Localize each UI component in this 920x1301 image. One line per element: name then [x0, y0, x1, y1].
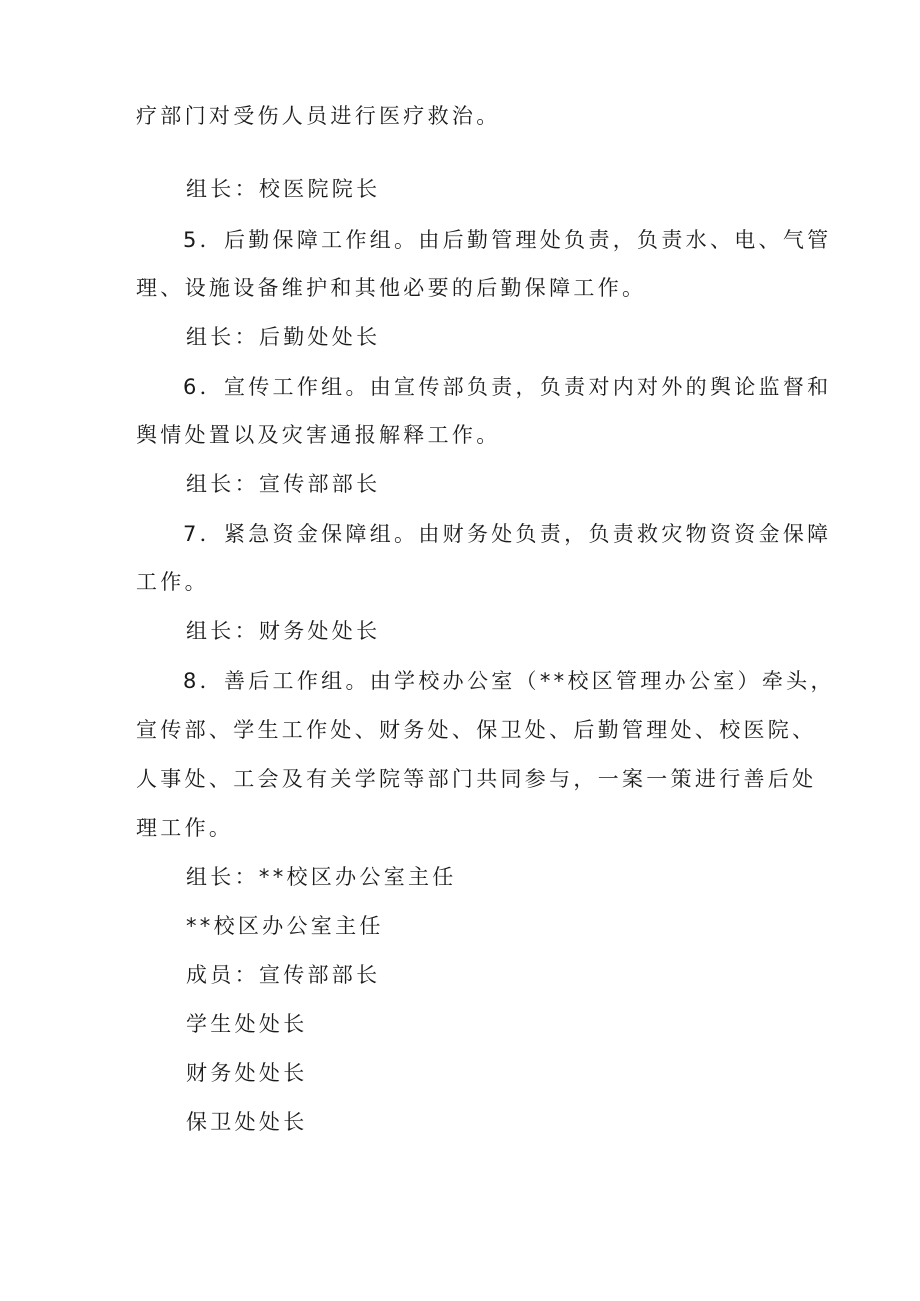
- paragraph-line: 理、设施设备维护和其他必要的后勤保障工作。: [136, 276, 647, 300]
- group-leader-line: 组长：后勤处处长: [186, 325, 381, 349]
- group-leader-line: 组长：**校区办公室主任: [186, 865, 457, 889]
- paragraph-line: 疗部门对受伤人员进行医疗救治。: [136, 104, 501, 128]
- paragraph-line: 宣传部、学生工作处、财务处、保卫处、后勤管理处、校医院、: [136, 718, 817, 742]
- paragraph-line: 理工作。: [136, 816, 234, 840]
- member-line: 学生处处长: [186, 1012, 308, 1036]
- member-line: **校区办公室主任: [186, 914, 384, 938]
- group-leader-line: 组长：校医院院长: [186, 177, 381, 201]
- paragraph-line: 工作。: [136, 570, 209, 594]
- paragraph-line: 人事处、工会及有关学院等部门共同参与，一案一策进行善后处: [136, 767, 817, 791]
- section-8-heading: 8．善后工作组。由学校办公室（**校区管理办公室）牵头，: [183, 669, 835, 693]
- members-line: 成员：宣传部部长: [186, 963, 381, 987]
- section-7-heading: 7．紧急资金保障组。由财务处负责，负责救灾物资资金保障: [183, 522, 832, 546]
- member-line: 保卫处处长: [186, 1110, 308, 1134]
- member-line: 财务处处长: [186, 1061, 308, 1085]
- section-6-heading: 6．宣传工作组。由宣传部负责，负责对内对外的舆论监督和: [183, 375, 832, 399]
- group-leader-line: 组长：财务处处长: [186, 619, 381, 643]
- section-5-heading: 5．后勤保障工作组。由后勤管理处负责，负责水、电、气管: [183, 228, 832, 252]
- group-leader-line: 组长：宣传部部长: [186, 472, 381, 496]
- paragraph-line: 舆情处置以及灾害通报解释工作。: [136, 423, 501, 447]
